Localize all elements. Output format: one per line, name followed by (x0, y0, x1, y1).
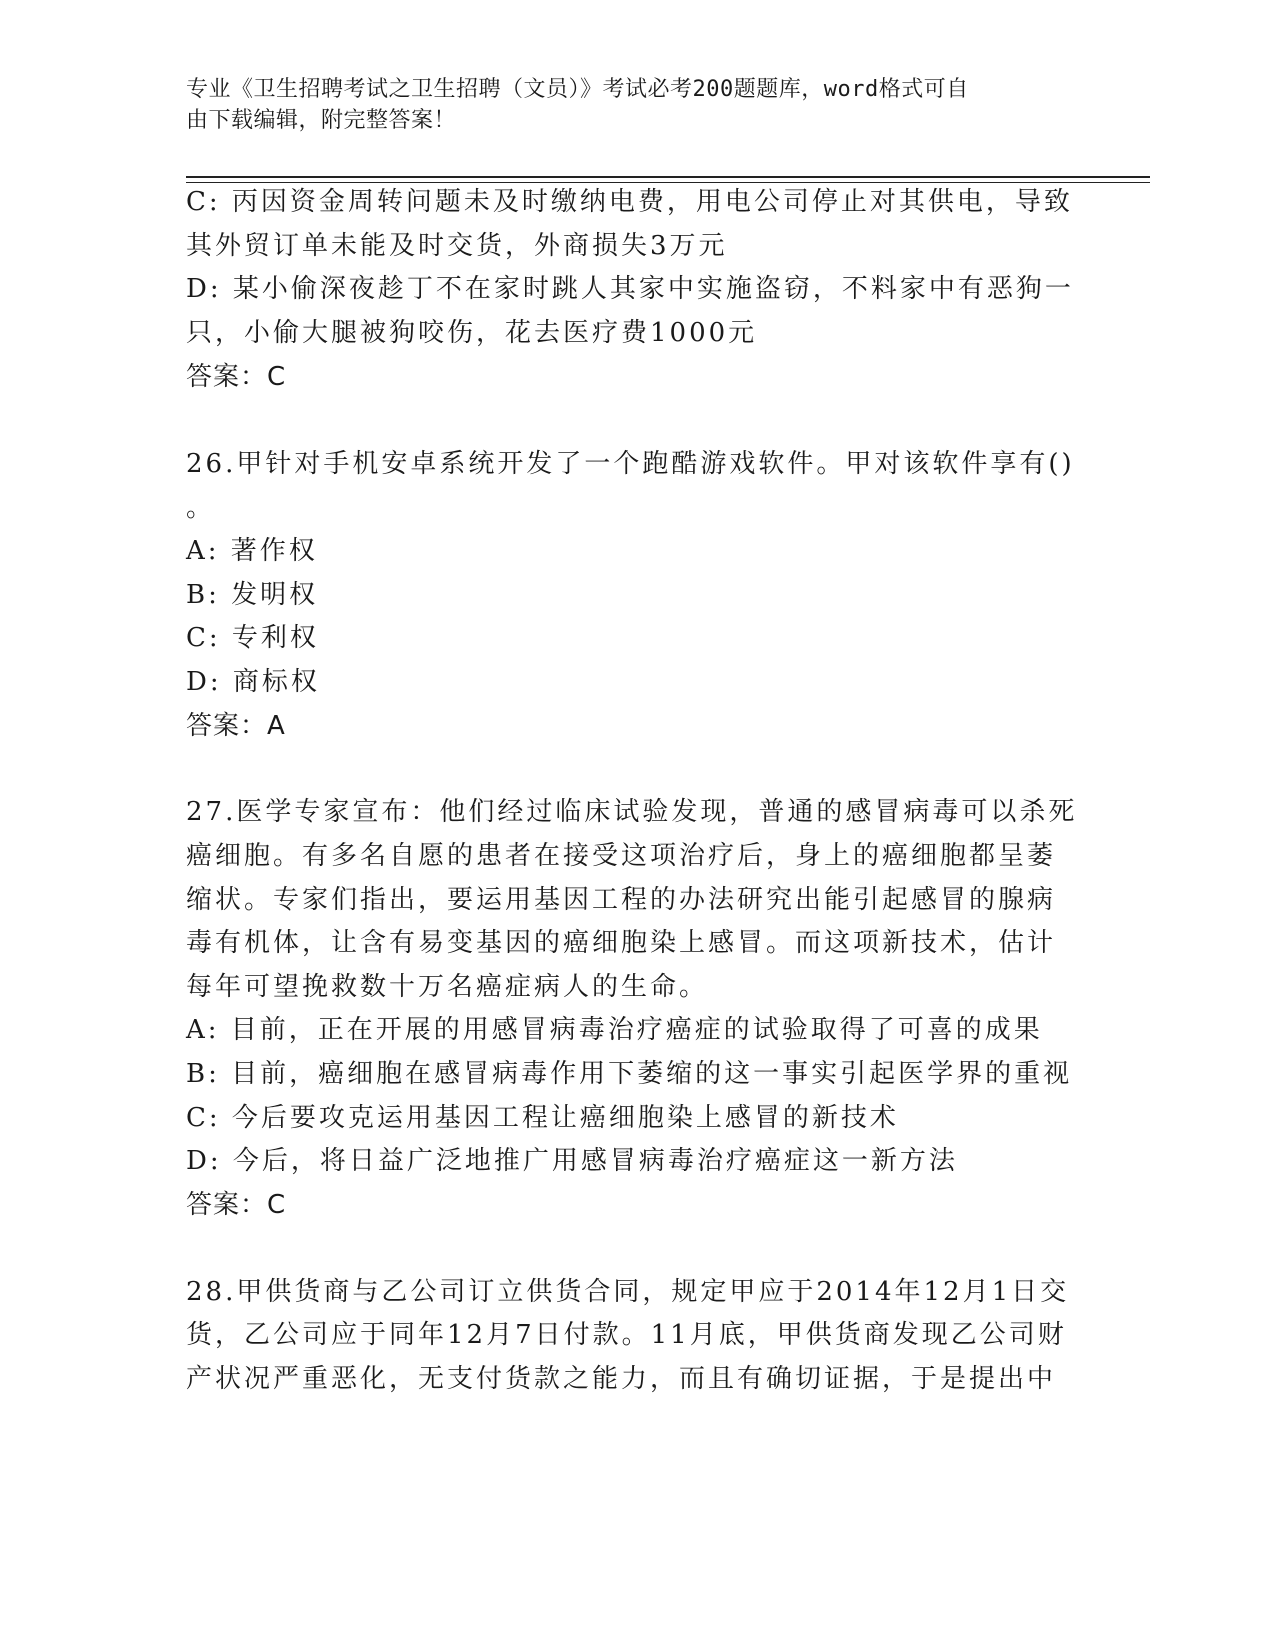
q26-stem-line-2: 。 (186, 493, 216, 523)
q26-stem-line-1: 26.甲针对手机安卓系统开发了一个跑酷游戏软件。甲对该软件享有() (186, 449, 1075, 479)
q25-option-c-line-2: 其外贸订单未能及时交货，外商损失3万元 (186, 231, 728, 261)
q28-stem-line-1: 28.甲供货商与乙公司订立供货合同，规定甲应于2014年12月1日交 (186, 1277, 1070, 1307)
q26-option-b: B: 发明权 (186, 580, 319, 610)
q27-option-b: B: 目前，癌细胞在感冒病毒作用下萎缩的这一事实引起医学界的重视 (186, 1059, 1073, 1089)
q27-stem-line-1: 27.医学专家宣布：他们经过临床试验发现，普通的感冒病毒可以杀死 (186, 797, 1078, 827)
q27-option-c: C: 今后要攻克运用基因工程让癌细胞染上感冒的新技术 (186, 1103, 899, 1133)
q27-option-d: D: 今后，将日益广泛地推广用感冒病毒治疗癌症这一新方法 (186, 1146, 958, 1176)
header-title-line-1: 专业《卫生招聘考试之卫生招聘（文员）》考试必考200题题库，word格式可自 (186, 77, 969, 102)
q25-option-d-line-1: D: 某小偷深夜趁丁不在家时跳人其家中实施盗窃，不料家中有恶狗一 (186, 274, 1074, 304)
q25-option-c-line-1: C: 丙因资金周转问题未及时缴纳电费，用电公司停止对其供电，导致 (186, 187, 1073, 217)
q26-option-d: D: 商标权 (186, 667, 320, 697)
header-divider-thin (186, 182, 1150, 183)
q26-option-c: C: 专利权 (186, 623, 319, 653)
q25-option-d-line-2: 只，小偷大腿被狗咬伤，花去医疗费1000元 (186, 318, 758, 348)
q27-option-a: A: 目前，正在开展的用感冒病毒治疗癌症的试验取得了可喜的成果 (186, 1015, 1043, 1045)
q27-stem-line-2: 癌细胞。有多名自愿的患者在接受这项治疗后，身上的癌细胞都呈萎 (186, 841, 1057, 871)
q25-answer: 答案：C (186, 362, 287, 392)
header-divider-thick (186, 176, 1150, 178)
q26-option-a: A: 著作权 (186, 536, 318, 566)
q27-stem-line-5: 每年可望挽救数十万名癌症病人的生命。 (186, 972, 709, 1002)
page-header (186, 74, 1066, 136)
q27-stem-line-3: 缩状。专家们指出，要运用基因工程的办法研究出能引起感冒的腺病 (186, 885, 1057, 915)
q27-stem-line-4: 毒有机体，让含有易变基因的癌细胞染上感冒。而这项新技术，估计 (186, 928, 1057, 958)
q28-stem-line-3: 产状况严重恶化，无支付货款之能力，而且有确切证据，于是提出中 (186, 1364, 1057, 1394)
q28-stem-line-2: 货，乙公司应于同年12月7日付款。11月底，甲供货商发现乙公司财 (186, 1320, 1067, 1350)
header-title-line-2: 由下载编辑，附完整答案！ (186, 108, 457, 133)
q26-answer: 答案：A (186, 711, 286, 741)
q27-answer: 答案：C (186, 1190, 287, 1220)
